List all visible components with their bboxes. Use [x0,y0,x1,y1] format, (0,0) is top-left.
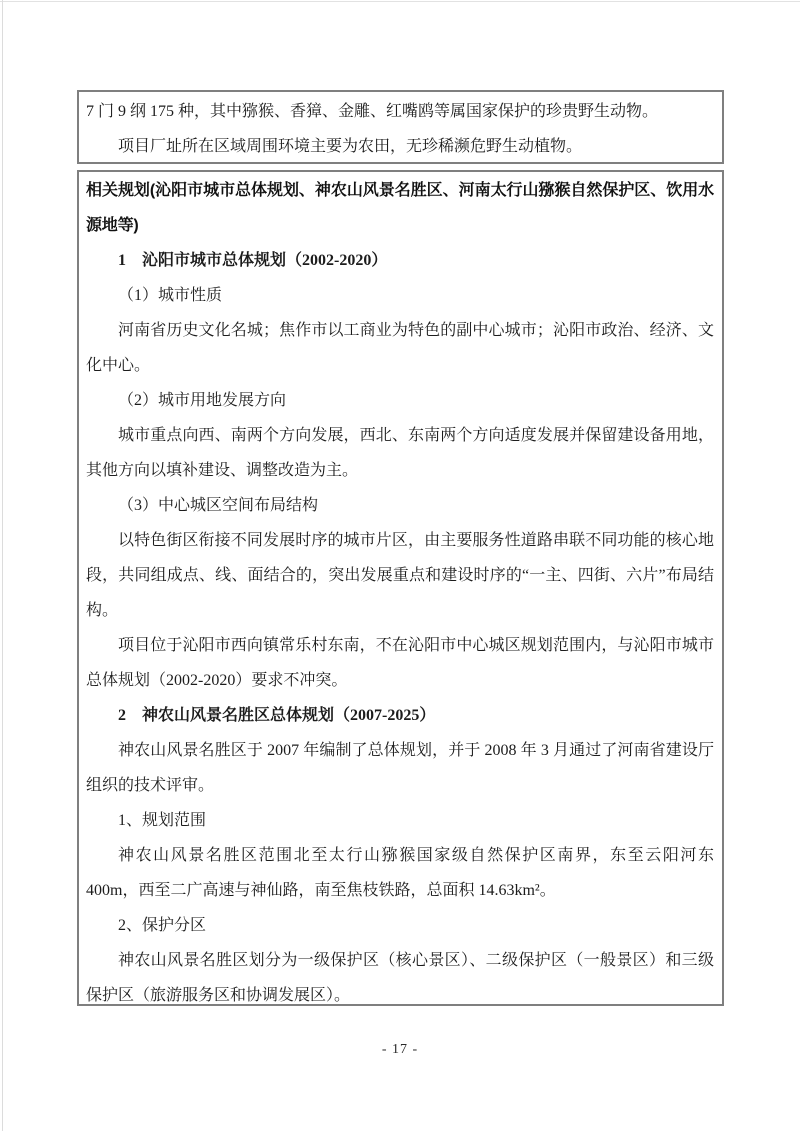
paragraph-protection-zoning: 神农山风景名胜区划分为一级保护区（核心景区）、二级保护区（一般景区）和三级保护区（旅游服务区和协调发展区）。 [86,952,714,1004]
intro-cell [77,90,724,164]
sub-heading-land-development-direction: （2）城市用地发展方向 [118,392,287,409]
section-1-heading-qinyang-master-plan: 1 沁阳市城市总体规划（2002-2020） [118,252,388,269]
intro-paragraph-species: 7 门 9 纲 175 种，其中猕猴、香獐、金雕、红嘴鸥等属国家保护的珍贵野生动物。 [86,103,659,120]
related-planning-header: 相关规划(沁阳市城市总体规划、神农山风景名胜区、河南太行山猕猴自然保护区、饮用水源地等) [86,182,714,234]
sub-heading-central-district-layout: （3）中心城区空间布局结构 [118,497,319,514]
paragraph-planning-scope: 神农山风景名胜区范围北至太行山猕猴国家级自然保护区南界，东至云阳河东 400m，西至二广高速与神仙路，南至焦枝铁路，总面积 14.63km²。 [86,847,714,899]
sub-heading-protection-zoning: 2、保护分区 [118,917,207,934]
paragraph-central-district-layout: 以特色街区衔接不同发展时序的城市片区，由主要服务性道路串联不同功能的核心地段，共同组成点、线、面结合的，突出发展重点和建设时序的“一主、四街、六片”布局结构。 [86,532,714,619]
related-planning-cell [77,170,724,1006]
document-table [77,90,724,1006]
sub-heading-planning-scope: 1、规划范围 [118,812,207,829]
paragraph-project-location-conformity: 项目位于沁阳市西向镇常乐村东南，不在沁阳市中心城区规划范围内，与沁阳市城市总体规划（2002-2020）要求不冲突。 [86,637,714,689]
sub-heading-city-nature: （1）城市性质 [118,287,223,304]
intro-paragraph-site-surroundings: 项目厂址所在区域周围环境主要为农田，无珍稀濒危野生动植物。 [118,138,583,155]
section-2-heading-shennongshan-plan: 2 神农山风景名胜区总体规划（2007-2025） [118,707,436,724]
page-edge-line-top [0,1,800,2]
paragraph-land-development-direction: 城市重点向西、南两个方向发展，西北、东南两个方向适度发展并保留建设备用地，其他方向以填补建设、调整改造为主。 [86,427,714,479]
page-edge-line-left [2,0,3,1131]
page-number: - 17 - [381,1042,419,1057]
paragraph-plan-compilation-review: 神农山风景名胜区于 2007 年编制了总体规划，并于 2008 年 3 月通过了河南省建设厅组织的技术评审。 [86,742,714,794]
paragraph-city-nature: 河南省历史文化名城；焦作市以工商业为特色的副中心城市；沁阳市政治、经济、文化中心。 [86,322,714,374]
